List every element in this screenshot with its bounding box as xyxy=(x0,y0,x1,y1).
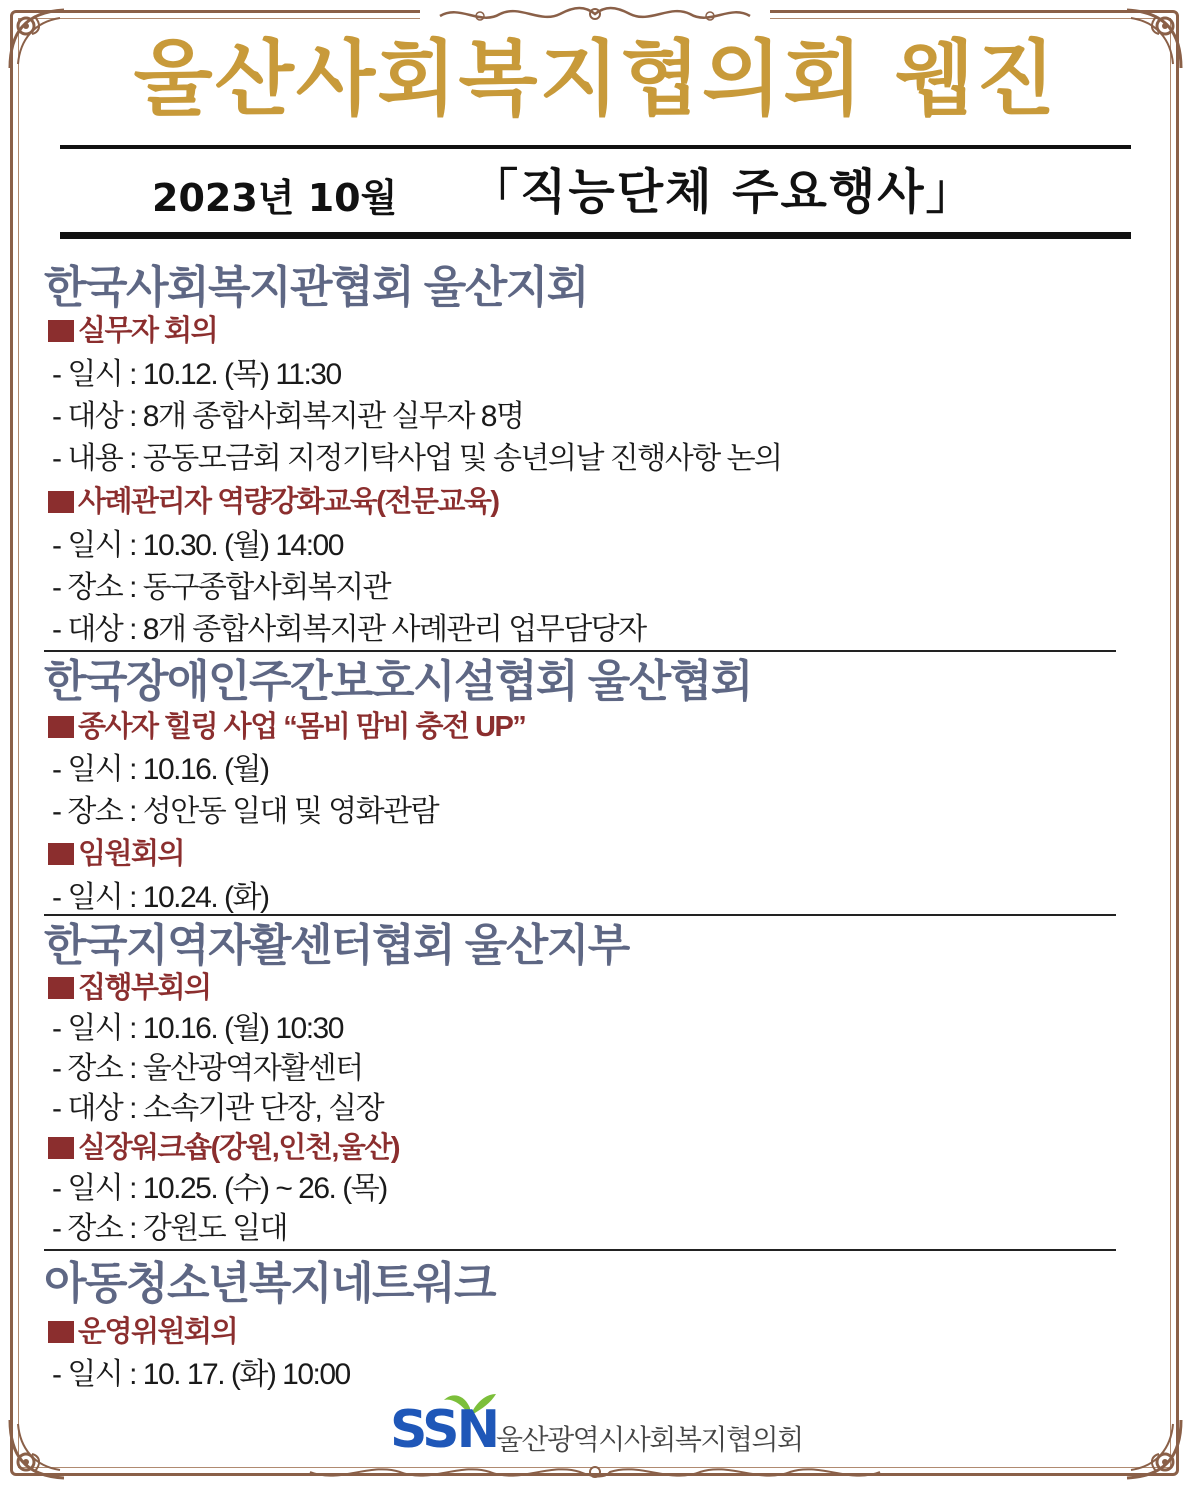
event-detail: - 장소 : 강원도 일대 xyxy=(52,1212,288,1245)
issue-title: 「직능단체 주요행사」 xyxy=(470,164,976,220)
event-heading-label: 집행부회의 xyxy=(78,972,211,1004)
event-heading-label: 실무자 회의 xyxy=(78,315,218,347)
event-heading-label: 사례관리자 역량강화교육(전문교육) xyxy=(78,486,499,518)
event-detail: - 대상 : 소속기관 단장, 실장 xyxy=(52,1092,384,1125)
event-detail: - 일시 : 10.30. (월) 14:00 xyxy=(52,529,343,562)
ssn-logo-text: SSN xyxy=(390,1400,498,1460)
square-bullet-icon xyxy=(48,716,74,738)
square-bullet-icon xyxy=(48,1137,74,1159)
event-detail: - 일시 : 10.24. (화) xyxy=(52,881,269,914)
event-heading xyxy=(48,709,525,745)
event-heading xyxy=(48,970,211,1006)
square-bullet-icon xyxy=(48,977,74,999)
org-heading: 아동청소년복지네트워크 xyxy=(44,1259,496,1308)
event-detail: - 일시 : 10.25. (수) ~ 26. (목) xyxy=(52,1172,387,1205)
square-bullet-icon xyxy=(48,1321,74,1343)
event-detail: - 일시 : 10.16. (월) xyxy=(52,753,269,786)
section-divider xyxy=(44,650,1116,652)
org-heading: 한국지역자활센터협회 울산지부 xyxy=(44,921,629,970)
org-heading: 한국장애인주간보호시설협회 울산협회 xyxy=(44,657,752,706)
event-detail: - 내용 : 공동모금회 지정기탁사업 및 송년의날 진행사항 논의 xyxy=(52,442,782,475)
issue-date: 2023년 10월 xyxy=(152,176,398,220)
corner-flourish-icon xyxy=(4,1414,74,1484)
event-detail: - 일시 : 10.12. (목) 11:30 xyxy=(52,358,341,391)
event-heading xyxy=(48,1314,237,1350)
event-heading xyxy=(48,313,217,349)
square-bullet-icon xyxy=(48,843,74,865)
event-detail: - 장소 : 울산광역자활센터 xyxy=(52,1052,363,1085)
section-divider xyxy=(44,914,1116,916)
header-rule-bottom xyxy=(60,232,1131,239)
header-rule-top xyxy=(60,145,1131,149)
corner-flourish-icon xyxy=(1117,1414,1187,1484)
webzine-title: 울산사회복지협의회 웹진 xyxy=(133,32,1058,127)
event-detail: - 장소 : 동구종합사회복지관 xyxy=(52,571,391,604)
event-heading-label: 임원회의 xyxy=(78,838,185,870)
ssn-logo xyxy=(390,1388,803,1468)
event-heading xyxy=(48,836,184,872)
event-detail: - 장소 : 성안동 일대 및 영화관람 xyxy=(52,795,439,828)
event-detail: - 대상 : 8개 종합사회복지관 사례관리 업무담당자 xyxy=(52,613,646,646)
event-detail: - 일시 : 10. 17. (화) 10:00 xyxy=(52,1358,350,1391)
section-divider xyxy=(44,1249,1116,1251)
event-heading-label: 실장워크숍(강원,인천,울산) xyxy=(78,1132,400,1164)
event-heading-label: 운영위원회의 xyxy=(78,1316,238,1348)
event-detail: - 대상 : 8개 종합사회복지관 실무자 8명 xyxy=(52,400,524,433)
square-bullet-icon xyxy=(48,491,74,513)
event-heading xyxy=(48,484,499,520)
event-heading xyxy=(48,1130,399,1166)
square-bullet-icon xyxy=(48,320,74,342)
event-heading-label: 종사자 힐링 사업 “몸비 맘비 충전 UP” xyxy=(78,711,526,743)
event-detail: - 일시 : 10.16. (월) 10:30 xyxy=(52,1012,343,1045)
scroll-ornament-icon xyxy=(420,2,770,28)
org-heading: 한국사회복지관협회 울산지회 xyxy=(44,263,588,312)
footer-org-name: 울산광역시사회복지협의회 xyxy=(496,1424,803,1455)
